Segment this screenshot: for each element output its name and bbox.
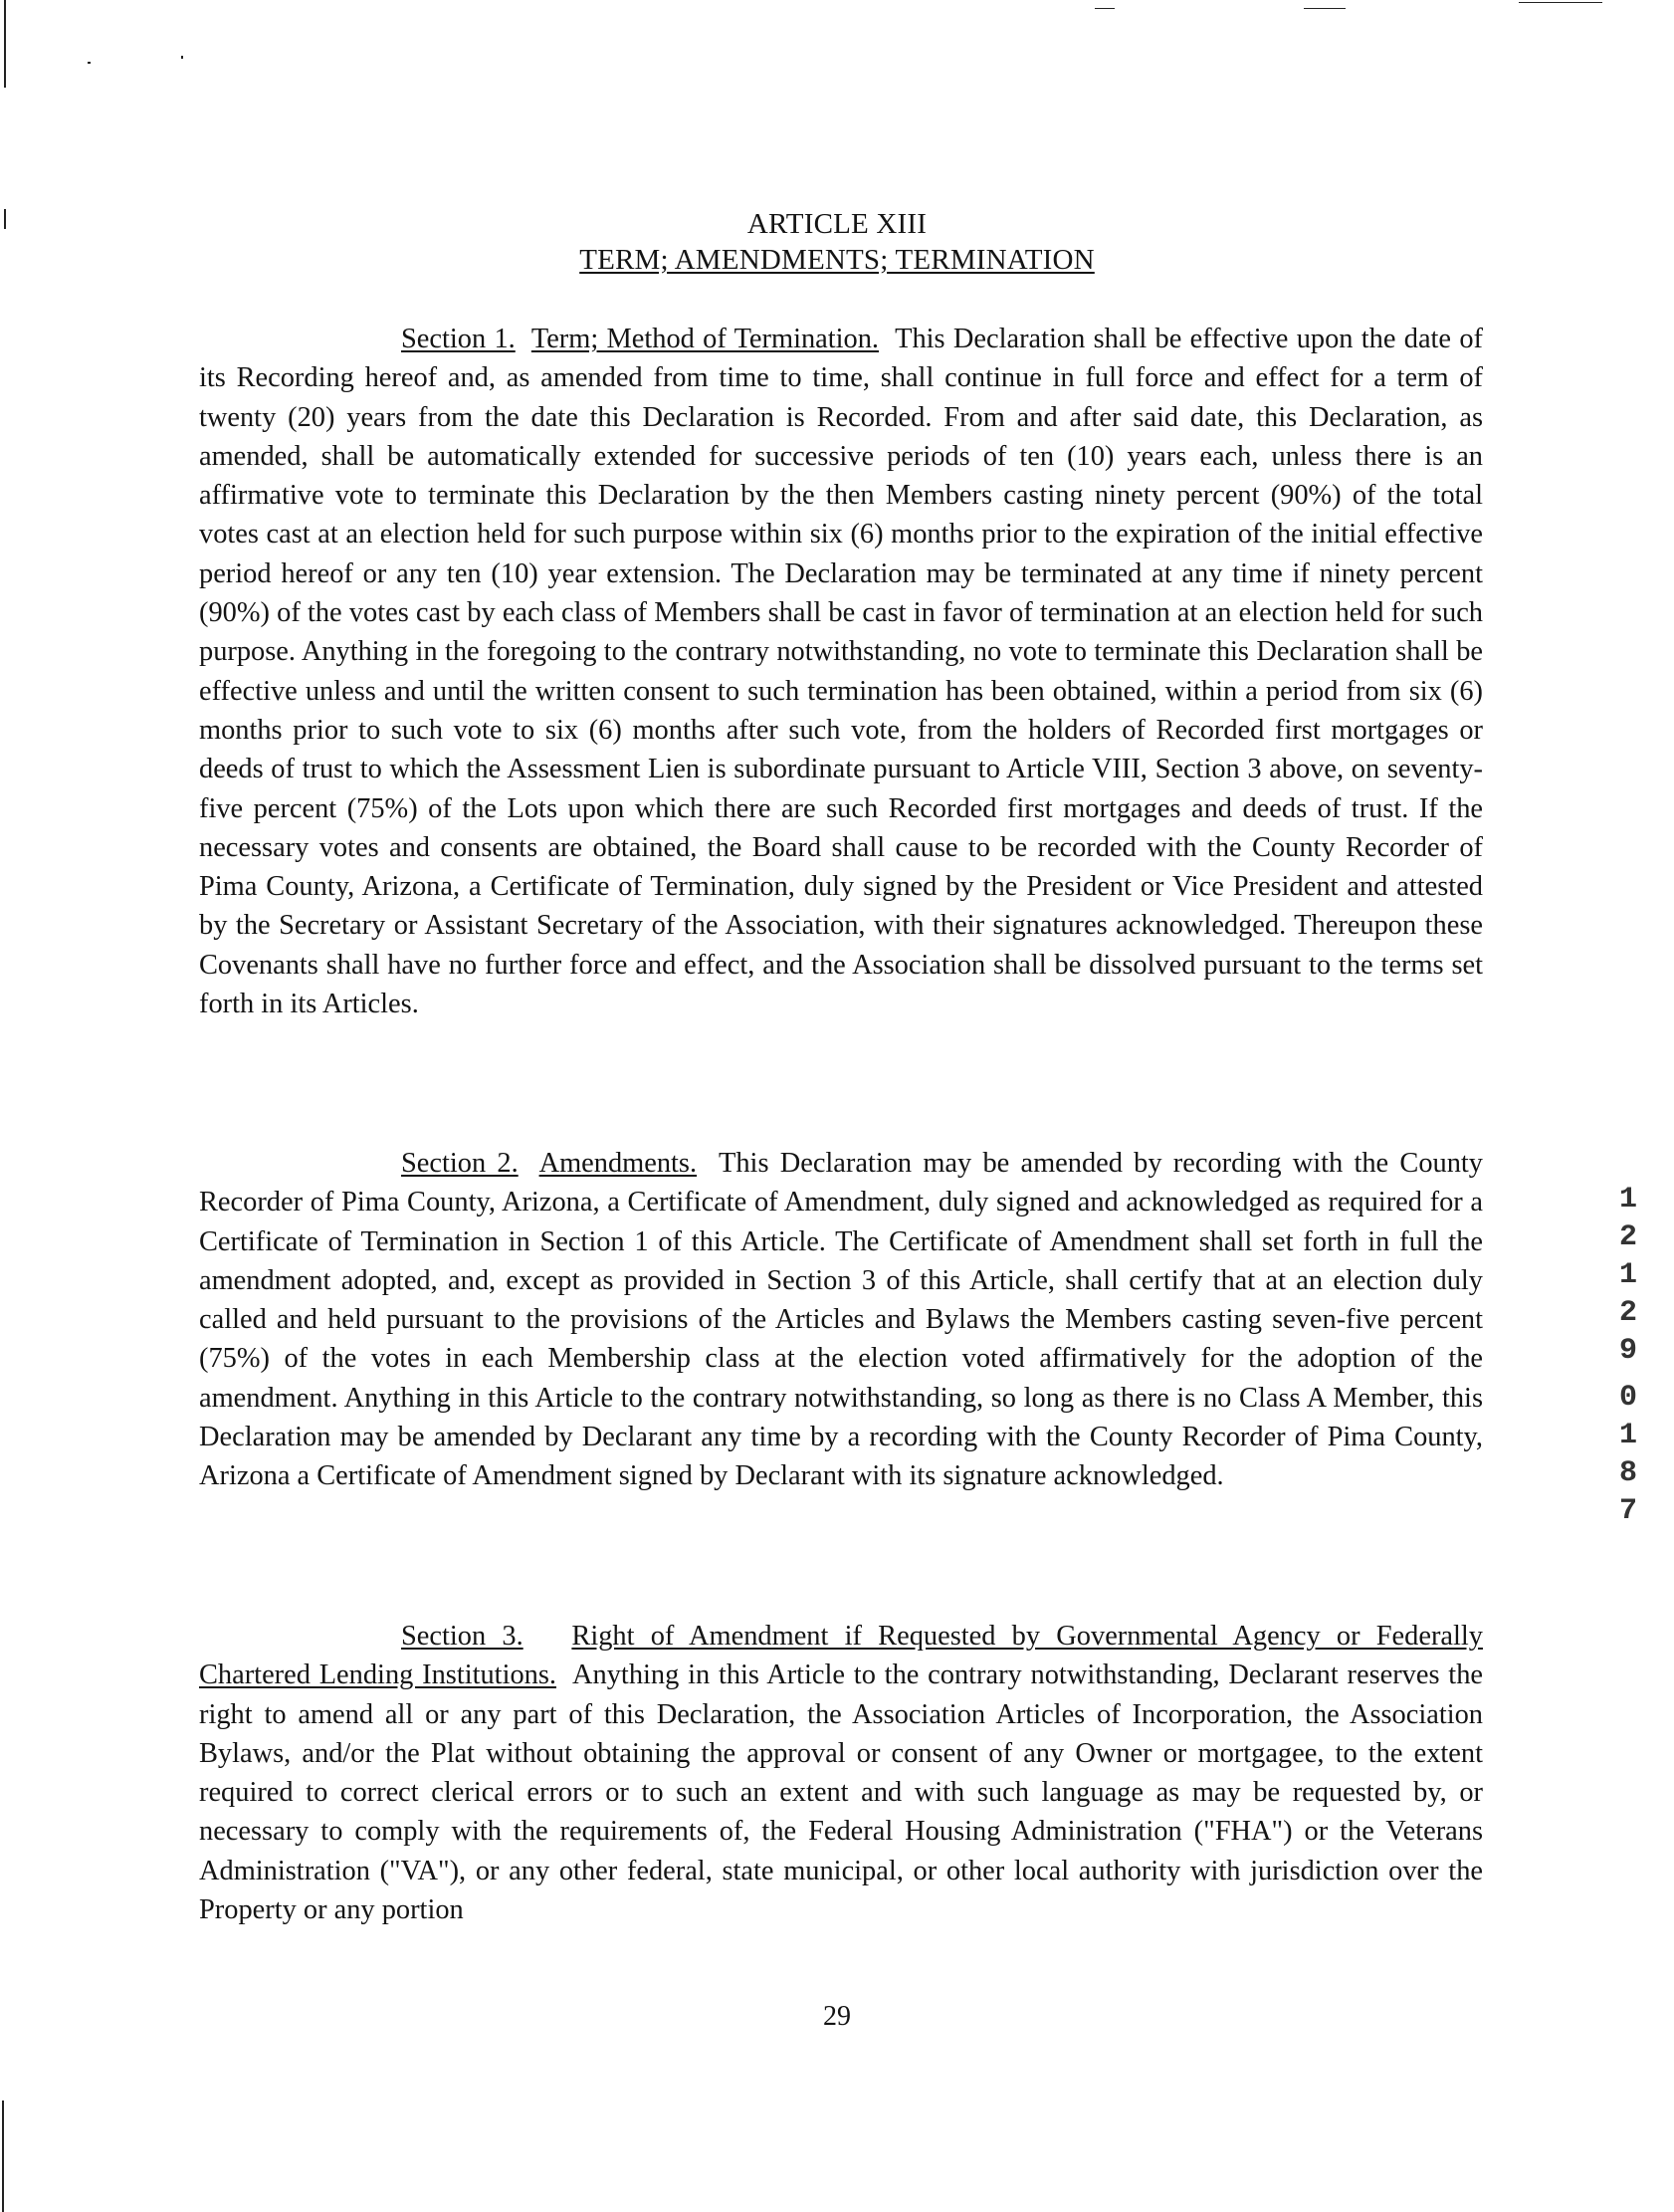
scan-mark-top-3 bbox=[1519, 2, 1602, 3]
section-3-paragraph bbox=[199, 1617, 1483, 1929]
section-1-label: Section 1. bbox=[401, 324, 516, 354]
article-heading: ARTICLE XIII bbox=[746, 208, 928, 240]
section-3-title: Right of Amendment if Requested by Governmental Agency or Federally Chartered Lending Institutions. bbox=[199, 1621, 1483, 1691]
section-3-body: Anything in this Article to the contrary notwithstanding, Declarant reserves the right to amend all or any part of this Declaration, the Association Articles of Incorporation, the Association Bylaws, and/or the Plat without obtaining the approval or consent of any Owner or mortgagee, to the extent required to correct clerical errors or to such an extent and with such language as may be requested by, or necessary to comply with the requirements of, the Federal Housing Administration ("FHA") or the Veterans Administration ("VA"), or any other federal, state municipal, or other local authority with jurisdiction over the Property or any portion bbox=[199, 1659, 1483, 1926]
section-3-label: Section 3. bbox=[401, 1621, 523, 1652]
section-2-label: Section 2. bbox=[401, 1148, 519, 1179]
scan-mark-top-1 bbox=[1095, 8, 1115, 9]
section-2-title: Amendments. bbox=[538, 1148, 698, 1179]
scan-mark-left-2 bbox=[2, 2101, 4, 2212]
scan-mark-top-left bbox=[4, 0, 6, 88]
recording-digit: 0 bbox=[1618, 1381, 1637, 1415]
recording-digit: 1 bbox=[1618, 1258, 1637, 1292]
scan-mark-top-2 bbox=[1304, 8, 1346, 9]
section-1-paragraph bbox=[199, 320, 1483, 1023]
article-subtitle: TERM; AMENDMENTS; TERMINATION bbox=[579, 244, 1095, 276]
recording-digit: 2 bbox=[1618, 1296, 1637, 1330]
recording-number-upper bbox=[1614, 1181, 1642, 1370]
recording-number-lower bbox=[1614, 1379, 1642, 1530]
scan-dot-1 bbox=[88, 62, 91, 64]
section-1-body: This Declaration shall be effective upon the date of its Recording hereof and, as amended from time to time, shall continue in full force and effect for a term of twenty (20) years from the date this Declaration is Recorded. From and after said date, this Declaration, as amended, shall be automatically extended for successive periods of ten (10) years each, unless there is an affirmative vote to terminate this Declaration by the then Members casting ninety percent (90%) of the total votes cast at an election held for such purpose within six (6) months prior to the expiration of the initial effective period hereof or any ten (10) year extension. The Declaration may be terminated at any time if ninety percent (90%) of the votes cast by each class of Members shall be cast in favor of termination at an election held for such purpose. Anything in the foregoing to the contrary notwithstanding, no vote to terminate this Declaration shall be effective unless and until the written consent to such termination has been obtained, within a period from six (6) months prior to such vote to six (6) months after such vote, from the holders of Recorded first mortgages or deeds of trust to which the Assessment Lien is subordinate pursuant to Article VIII, Section 3 above, on seventy-five percent (75%) of the Lots upon which there are such Recorded first mortgages and deeds of trust. If the necessary votes and consents are obtained, the Board shall cause to be recorded with the County Recorder of Pima County, Arizona, a Certificate of Termination, duly signed by the President or Vice President and attested by the Secretary or Assistant Secretary of the Association, with their signatures acknowledged. Thereupon these Covenants shall have no further force and effect, and the Association shall be dissolved pursuant to the terms set forth in its Articles. bbox=[199, 324, 1483, 1020]
section-2-body: This Declaration may be amended by recording with the County Recorder of Pima County, Arizona, a Certificate of Amendment, duly signed and acknowledged as required for a Certificate of Termination in Section 1 of this Article. The Certificate of Amendment shall set forth in full the amendment adopted, and, except as provided in Section 3 of this Article, shall certify that at an election duly called and held pursuant to the provisions of the Articles and Bylaws the Members casting seven-five percent (75%) of the votes in each Membership class at the election voted affirmatively for the adoption of the amendment. Anything in this Article to the contrary notwithstanding, so long as there is no Class A Member, this Declaration may be amended by Declarant any time by a recording with the County Recorder of Pima County, Arizona a Certificate of Amendment signed by Declarant with its signature acknowledged. bbox=[199, 1148, 1483, 1492]
section-1-title: Term; Method of Termination. bbox=[530, 324, 880, 354]
recording-digit: 7 bbox=[1618, 1494, 1637, 1528]
scan-dot-2 bbox=[181, 56, 183, 59]
page-number: 29 bbox=[823, 2001, 851, 2032]
recording-digit: 1 bbox=[1618, 1183, 1637, 1217]
recording-digit: 2 bbox=[1618, 1220, 1637, 1254]
recording-digit: 8 bbox=[1618, 1456, 1637, 1490]
recording-digit: 1 bbox=[1618, 1419, 1637, 1452]
recording-digit: 9 bbox=[1618, 1334, 1637, 1368]
section-2-paragraph bbox=[199, 1144, 1483, 1496]
